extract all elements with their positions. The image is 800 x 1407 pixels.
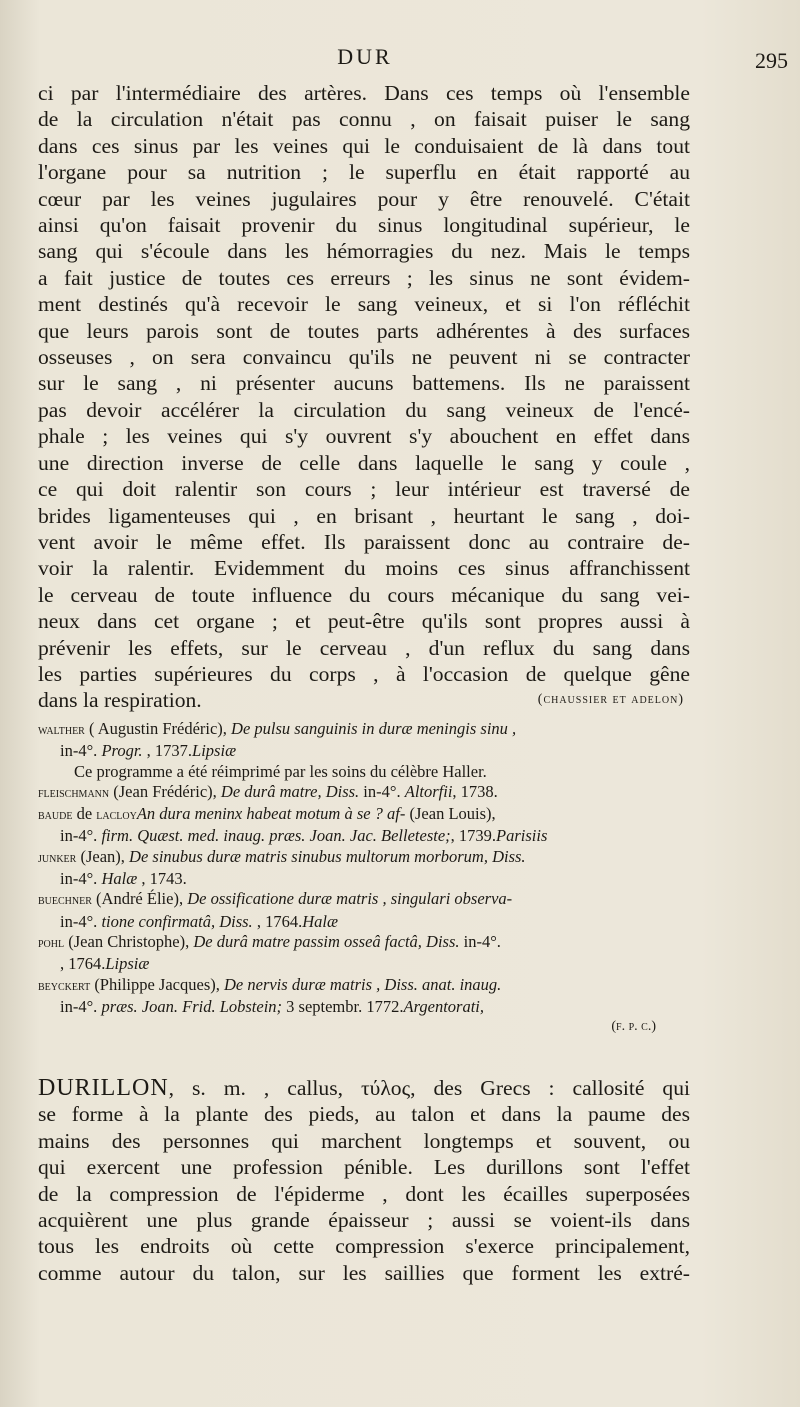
plain-text: de [72, 804, 97, 824]
text-line: tous les endroits où cette compression s'exerce principalement, [38, 1234, 690, 1259]
text-line: acquièrent une plus grande épaisseur ; aussi se voient-ils dans [38, 1208, 690, 1233]
title-italic: De durâ matre passim osseâ factâ, Diss. [193, 931, 460, 951]
main-text [38, 80, 690, 714]
text-line: de la circulation n'était pas connu , on faisait puiser le sang [38, 107, 690, 132]
bibliography-line [38, 826, 690, 846]
bibliography-line [38, 889, 690, 911]
author-name: pohl [38, 935, 65, 951]
title-italic: De pulsu sanguinis in duræ meningis sinu , [231, 719, 517, 738]
plain-text: (Jean), [76, 846, 130, 866]
title-italic: De sinubus duræ matris sinubus multorum morborum, Diss. [129, 846, 526, 866]
text-line: sur le sang , ni présenter aucuns battemens. Ils ne paraissent [38, 371, 690, 396]
text-line: le cerveau de toute influence du cours mécanique du sang vei- [38, 582, 690, 607]
bibliography-line [38, 997, 690, 1017]
article-first-line-rest: , s. m. , callus, τύλος, des Grecs : callosité qui [168, 1076, 690, 1100]
page-number: 295 [755, 48, 788, 73]
bibliography-entry [38, 932, 690, 975]
title-italic: firm. Quæst. med. inaug. præs. Joan. Jac. Belleteste; [101, 826, 451, 846]
plain-text: , 1739. [450, 826, 497, 846]
author-name: fleischmann [38, 785, 110, 801]
bibliography-entry [38, 889, 690, 932]
plain-text: (Philippe Jacques), [90, 974, 224, 994]
plain-text: (Jean Frédéric), [109, 781, 221, 801]
bibliography-line [38, 912, 690, 932]
text-line: vent avoir le même effet. Ils paraissent donc au contraire de- [38, 529, 690, 554]
bibliography-entry [38, 719, 690, 762]
running-header [40, 44, 788, 84]
plain-text: ( Augustin Frédéric), [84, 719, 232, 738]
text-line: se forme à la plante des pieds, au talon et dans la paume des [38, 1102, 690, 1127]
author-name: junker [38, 850, 77, 866]
bibliography-line [38, 869, 690, 889]
text-line: brides ligamenteuses qui , en brisant , heurtant le sang , doi- [38, 503, 690, 528]
plain-text: in-4°. [459, 931, 501, 951]
plain-text: (Jean Christophe), [64, 931, 194, 951]
text-line: les parties supérieures du corps , à l'occasion de quelque gêne [38, 661, 690, 686]
bibliography-entry [38, 804, 690, 847]
plain-text: in-4°. [60, 826, 102, 846]
text-line: qui exercent une profession pénible. Les durillons sont l'effet [38, 1155, 690, 1180]
plain-text: in-4°. [60, 869, 102, 889]
bibliography-entry [38, 847, 690, 890]
bibliography-line [38, 741, 690, 761]
bibliography-note: Ce programme a été réimprimé par les soins du célèbre Haller. [74, 761, 487, 781]
bibliography-entry [38, 975, 690, 1018]
text-line: voir la ralentir. Evidemment du moins ces sinus affranchissent [38, 556, 690, 581]
text-line: a fait justice de toutes ces erreurs ; les sinus ne sont évidem- [38, 265, 690, 290]
bibliography-line [38, 719, 690, 741]
plain-text: , 1738. [452, 781, 498, 801]
author-name: walther [38, 723, 85, 738]
title-italic: De nervis duræ matris , Diss. anat. inaug. [224, 974, 502, 994]
title-italic: præs. Joan. Frid. Lobstein; [101, 996, 283, 1016]
title-italic: Lipsiæ [105, 954, 150, 974]
author-name: buechner [38, 893, 92, 909]
title-italic: De ossificatione duræ matris , singulari observa- [187, 889, 513, 909]
text-line: neux dans cet organe ; et peut-être qu'ils sont propres aussi à [38, 609, 690, 634]
article-durillon [38, 1075, 690, 1286]
bibliography-line [38, 932, 690, 954]
text-line: osseuses , on sera convaincu qu'ils ne peuvent ni se contracter [38, 345, 690, 370]
title-italic: Progr. [101, 741, 143, 761]
text-line: ci par l'intermédiaire des artères. Dans ces temps où l'ensemble [38, 81, 690, 105]
plain-text: in-4°. [60, 996, 102, 1016]
author-name: lacloy [96, 808, 137, 824]
text-line: que leurs parois sont de toutes parts adhérentes à des surfaces [38, 318, 690, 343]
plain-text: , 1764. [60, 954, 106, 974]
article-first-line [38, 1075, 690, 1101]
text-line: dans ces sinus par les veines qui le conduisaient de là dans tout [38, 133, 690, 158]
plain-text: (Jean Louis), [405, 804, 496, 824]
text-line: de la compression de l'épiderme , dont les écailles superposées [38, 1181, 690, 1206]
title-italic: De durâ matre, Diss. [220, 781, 360, 801]
title-italic: Argentorati, [403, 996, 484, 1016]
plain-text: in-4°. [60, 911, 102, 931]
bibliography-signature: (f. p. c.) [611, 1019, 656, 1035]
bibliography-line [38, 804, 690, 826]
text-line: comme autour du talon, sur les saillies que forment les extré- [38, 1260, 690, 1285]
title-italic: Halæ [302, 911, 338, 931]
plain-text: (André Élie), [91, 889, 188, 909]
text-line: sang qui s'écoule dans les hémorragies du nez. Mais le temps [38, 239, 690, 264]
text-line: ainsi qu'on faisait provenir du sinus longitudinal supérieur, le [38, 213, 690, 238]
bibliography-entry [38, 782, 690, 804]
bibliography-line [38, 782, 690, 804]
text-line: prévenir les effets, sur le cerveau , d'un reflux du sang dans [38, 635, 690, 660]
title-italic: Altorfii [404, 781, 453, 801]
text-line: pas devoir accélérer la circulation du sang veineux de l'encé- [38, 397, 690, 422]
plain-text: , 1764. [252, 911, 303, 931]
bibliography [38, 719, 690, 1037]
article-headword: DURILLON [38, 1075, 169, 1101]
text-line: une direction inverse de celle dans laquelle le sang y coule , [38, 450, 690, 475]
author-name: beyckert [38, 978, 91, 994]
bibliography-line [38, 954, 690, 974]
text-line: l'organe pour sa nutrition ; le superflu en était rapporté au [38, 160, 690, 185]
text-line: phale ; les veines qui s'y ouvrent s'y abouchent en effet dans [38, 424, 690, 449]
plain-text: , 1737. [142, 741, 193, 761]
plain-text: in-4°. [60, 741, 102, 761]
title-italic: tione confirmatâ, Diss. [101, 911, 253, 931]
title-italic: Lipsiæ [192, 741, 237, 761]
title-italic: Halæ [101, 869, 138, 889]
author-signature: (chaussier et adelon) [537, 692, 684, 708]
plain-text: 3 septembr. 1772. [282, 996, 404, 1016]
bibliography-line [38, 847, 690, 869]
bibliography-line [38, 975, 690, 997]
running-title: DUR [337, 44, 393, 69]
text-line: ce qui doit ralentir son cours ; leur intérieur est traversé de [38, 477, 690, 502]
author-name: baude [38, 808, 73, 824]
plain-text: in-4°. [359, 781, 405, 801]
plain-text: , 1743. [137, 869, 187, 889]
title-italic: Parisiis [496, 826, 548, 846]
text-line: ment destinés qu'à recevoir le sang veineux, et si l'on réfléchit [38, 292, 690, 317]
last-line-text: dans la respiration. [38, 688, 202, 713]
text-line: cœur par les veines jugulaires pour y être renouvelé. C'était [38, 186, 690, 211]
text-line-last [38, 687, 690, 713]
title-italic: An dura meninx habeat motum à se ? af- [136, 804, 406, 824]
text-line: mains des personnes qui marchent longtemps et souvent, ou [38, 1128, 690, 1153]
